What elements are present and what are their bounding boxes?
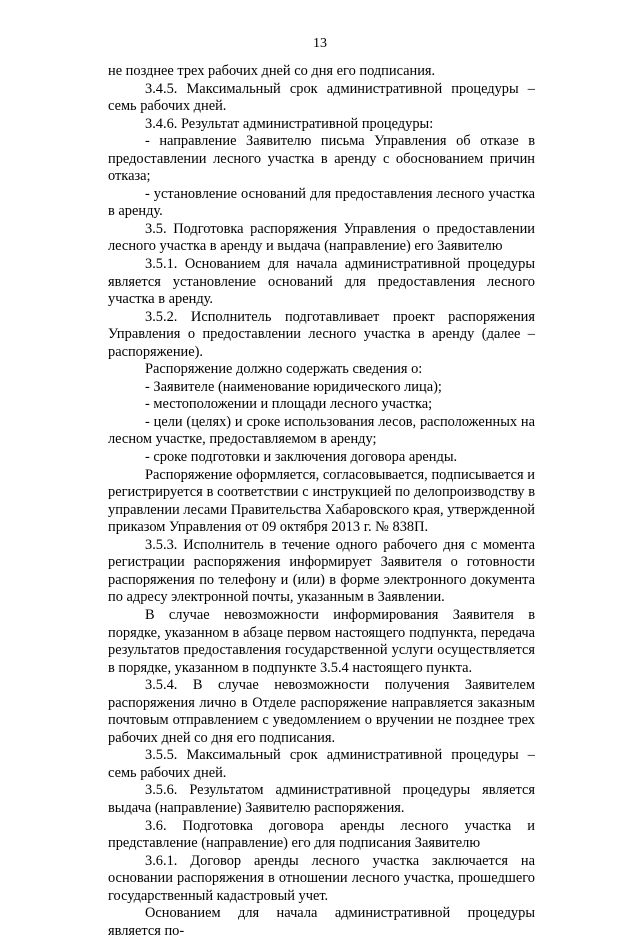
paragraph: В случае невозможности информирования Заявителя в порядке, указанном в абзаце первом настоящего подпункта, передача результатов предоставления государственной услуги осуществляется в порядке, указанном в подпункте 3.5.4 настоящего пункта.	[108, 606, 535, 676]
paragraph: 3.5.6. Результатом административной процедуры является выдача (направление) Заявителю распоряжения.	[108, 782, 535, 816]
paragraph: - направление Заявителю письма Управления об отказе в предоставлении лесного участка в аренду с обоснованием причин отказа;	[108, 133, 535, 185]
paragraph: Распоряжение должно содержать сведения о:	[145, 361, 423, 378]
page-number: 13	[313, 36, 327, 51]
paragraph: - Заявителе (наименование юридического лица);	[145, 378, 442, 395]
paragraph: не позднее трех рабочих дней со дня его подписания.	[108, 63, 436, 79]
paragraph: - местоположении и площади лесного участка;	[145, 396, 433, 413]
paragraph: 3.4.5. Максимальный срок административной процедуры – семь рабочих дней.	[108, 80, 535, 115]
paragraph: 3.6. Подготовка договора аренды лесного участка и представление (направление) его для подписания Заявителю	[108, 817, 535, 852]
paragraph: 3.5.4. В случае невозможности получения Заявителем распоряжения лично в Отделе распоряжение направляется заказным почтовым отправлением с уведомлением о вручении не позднее трех рабочих дней со дня его подписания.	[108, 677, 535, 746]
paragraph: - установление оснований для предоставления лесного участка в аренду.	[108, 185, 535, 220]
document-body	[108, 63, 535, 940]
paragraph: - сроке подготовки и заключения договора аренды.	[145, 449, 458, 466]
paragraph: 3.6.1. Договор аренды лесного участка заключается на основании распоряжения в отношении лесного участка, прошедшего государственный кадастровый учет.	[108, 852, 535, 904]
paragraph: 3.5.2. Исполнитель подготавливает проект распоряжения Управления о предоставлении лесного участка в аренду (далее – распоряжение).	[108, 308, 535, 360]
paragraph: 3.5. Подготовка распоряжения Управления о предоставлении лесного участка в аренду и выдача (направление) его Заявителю	[108, 220, 535, 255]
paragraph: 3.4.6. Результат административной процедуры:	[145, 115, 434, 132]
paragraph: - цели (целях) и сроке использования лесов, расположенных на лесном участке, предоставляемом в аренду;	[108, 413, 535, 448]
paragraph: Основанием для начала административной процедуры является по-	[108, 905, 535, 939]
paragraph: 3.5.3. Исполнитель в течение одного рабочего дня с момента регистрации распоряжения информирует Заявителя о готовности распоряжения по телефону и (или) в форме электронного документа по адресу электронной почты, указанным в Заявлении.	[108, 536, 535, 606]
paragraph: 3.5.5. Максимальный срок административной процедуры – семь рабочих дней.	[108, 747, 535, 781]
paragraph: Распоряжение оформляется, согласовывается, подписывается и регистрируется в соответствии с инструкцией по делопроизводству в управлении лесами Правительства Хабаровского края, утвержденной приказом Управления от 09 октября 2013 г. № 838П.	[108, 466, 535, 536]
paragraph: 3.5.1. Основанием для начала административной процедуры является установление оснований для предоставления лесного участка в аренду.	[108, 256, 535, 308]
